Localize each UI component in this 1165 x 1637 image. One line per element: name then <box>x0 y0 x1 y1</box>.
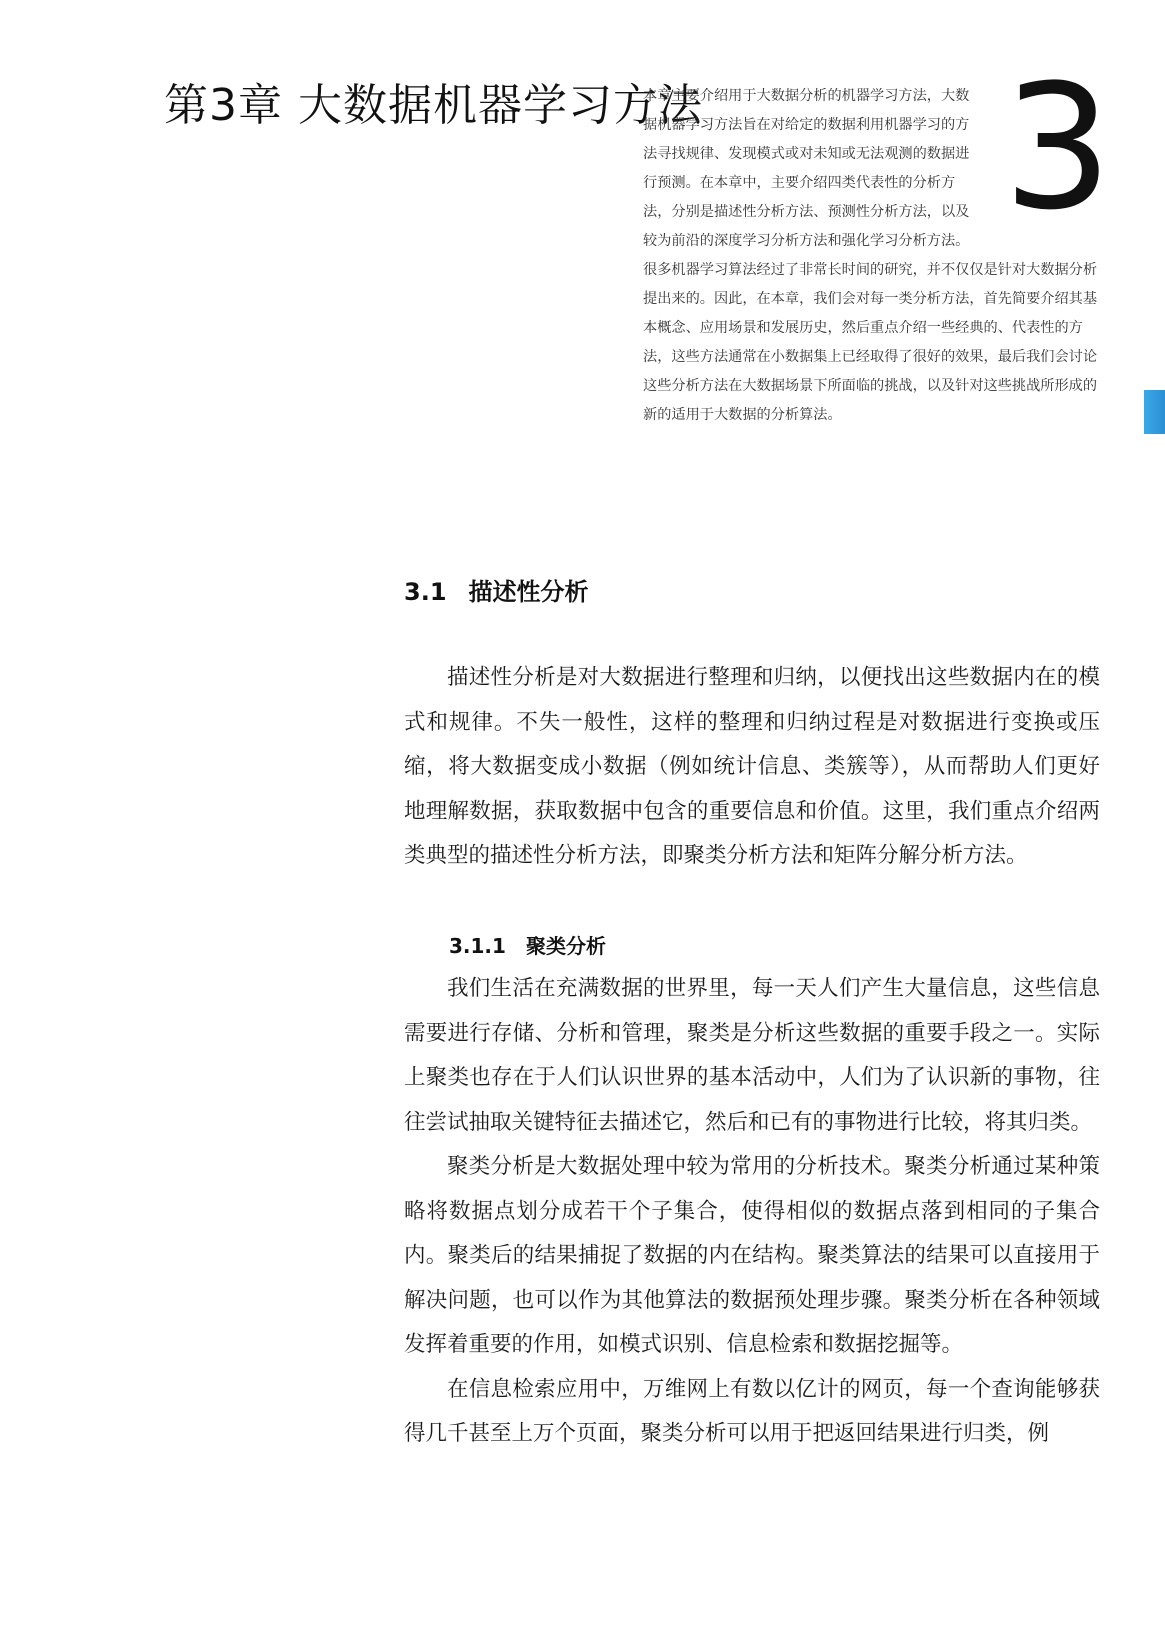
subsection-heading <box>449 930 606 959</box>
section-number: 3.1 <box>404 578 447 606</box>
chapter-title: 第3章 大数据机器学习方法 <box>164 80 703 131</box>
chapter-thumb-tab <box>1144 390 1165 434</box>
chapter-intro-text: 本章主要介绍用于大数据分析的机器学习方法，大数据机器学习方法旨在对给定的数据利用机器学习的方法寻找规律、发现模式或对未知或无法观测的数据进行预测。在本章中，主要介绍四类代表性的分析方法，分别是描述性分析方法、预测性分析方法，以及较为前沿的深度学习分析方法和强化学习分析方法。很多机器学习算法经过了非常长时间的研究，并不仅仅是针对大数据分析提出来的。因此，在本章，我们会对每一类分析方法，首先简要介绍其基本概念、应用场景和发展历史，然后重点介绍一些经典的、代表性的方法，这些方法通常在小数据集上已经取得了很好的效果，最后我们会讨论这些分析方法在大数据场景下所面临的挑战，以及针对这些挑战所形成的新的适用于大数据的分析算法。 <box>643 88 1098 423</box>
paragraph: 描述性分析是对大数据进行整理和归纳，以便找出这些数据内在的模式和规律。不失一般性，这样的整理和归纳过程是对数据进行变换或压缩，将大数据变成小数据（例如统计信息、类簇等），从而帮助人们更好地理解数据，获取数据中包含的重要信息和价值。这里，我们重点介绍两类典型的描述性分析方法，即聚类分析方法和矩阵分解分析方法。 <box>404 665 1100 868</box>
paragraph: 聚类分析是大数据处理中较为常用的分析技术。聚类分析通过某种策略将数据点划分成若干个子集合，使得相似的数据点落到相同的子集合内。聚类后的结果捕捉了数据的内在结构。聚类算法的结果可以直接用于解决问题，也可以作为其他算法的数据预处理步骤。聚类分析在各种领域发挥着重要的作用，如模式识别、信息检索和数据挖掘等。 <box>404 1154 1100 1357</box>
section-title: 描述性分析 <box>468 578 589 606</box>
section-body <box>404 656 1100 879</box>
section-heading <box>404 572 589 607</box>
subsection-body <box>404 967 1100 1457</box>
paragraph: 在信息检索应用中，万维网上有数以亿计的网页，每一个查询能够获得几千甚至上万个页面，聚类分析可以用于把返回结果进行归类，例 <box>404 1376 1100 1446</box>
subsection-title: 聚类分析 <box>525 934 606 958</box>
chapter-number: 3 <box>1003 47 1113 248</box>
subsection-number: 3.1.1 <box>449 934 506 958</box>
paragraph: 我们生活在充满数据的世界里，每一天人们产生大量信息，这些信息需要进行存储、分析和管理，聚类是分析这些数据的重要手段之一。实际上聚类也存在于人们认识世界的基本活动中，人们为了认识新的事物，往往尝试抽取关键特征去描述它，然后和已有的事物进行比较，将其归类。 <box>404 976 1100 1135</box>
